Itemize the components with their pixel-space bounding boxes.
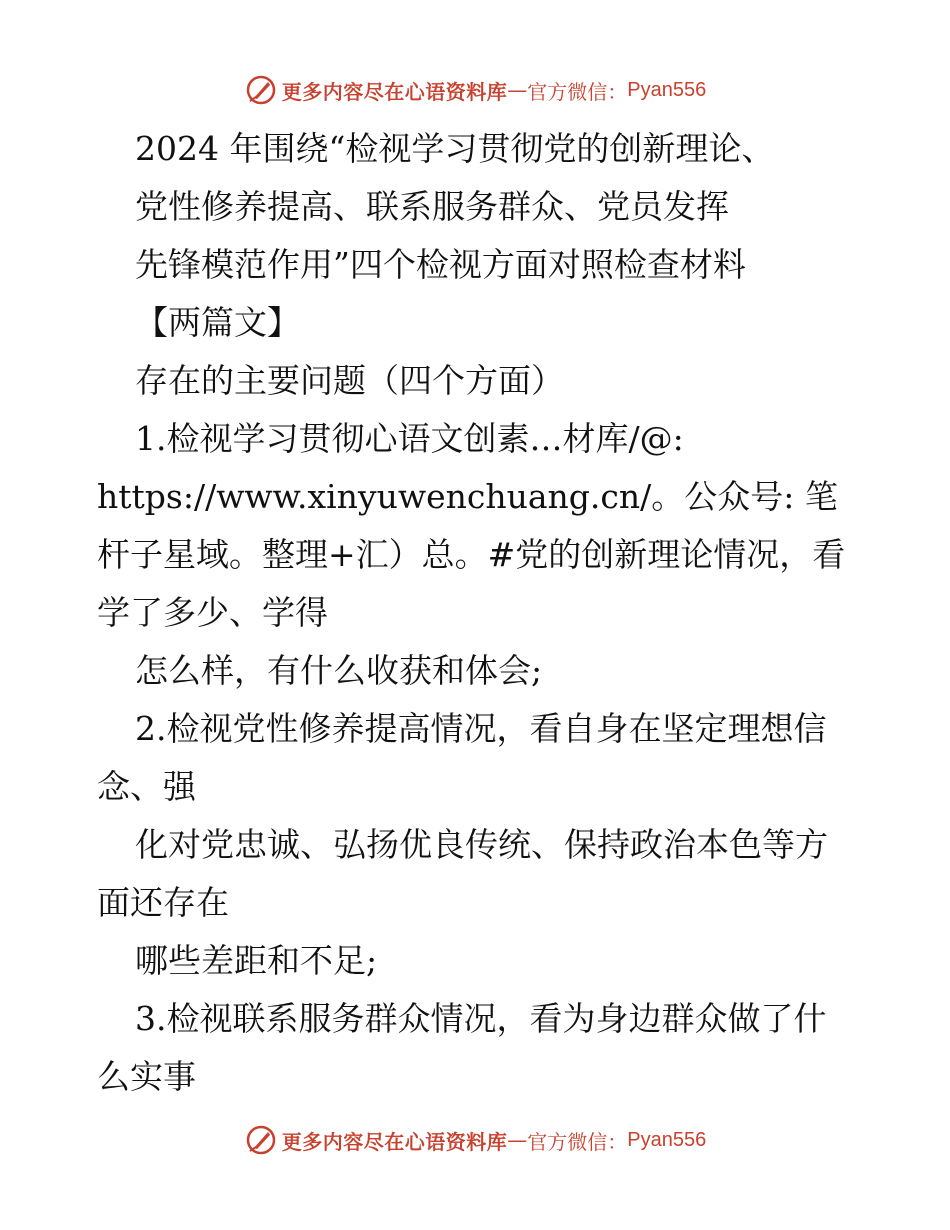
watermark-sub-text: 官方微信： — [527, 81, 628, 104]
footer-watermark — [0, 1120, 950, 1160]
paragraph-item-1-end: 怎么样，有什么收获和体会; — [135, 651, 543, 690]
watermark-main-text: 更多内容尽在心语资料库 — [281, 79, 508, 104]
title-line-1: 2024 年围绕“检视学习贯彻党的创新理论、 — [135, 129, 775, 168]
watermark-sub-text: 官方微信： — [527, 1131, 628, 1154]
title-line-3: 先锋模范作用”四个检视方面对照检查材料 — [135, 245, 746, 284]
watermark-id: Pyan556 — [627, 78, 707, 101]
watermark-main-text: 更多内容尽在心语资料库 — [281, 1129, 508, 1154]
title-line-2: 党性修养提高、联系服务群众、党员发挥 — [135, 187, 729, 226]
paragraph-item-2-end: 哪些差距和不足; — [135, 941, 378, 980]
watermark-id: Pyan556 — [627, 1128, 707, 1151]
paragraph-item-3-start: 3.检视联系服务群众情况，看为身边群众做了什么实事 — [97, 999, 827, 1096]
document-body — [97, 120, 852, 1106]
paragraph-item-1-body: https://www.xinyuwenchuang.cn/。公众号: 笔杆子星域。整理+汇）总。#党的创新理论情况，看学了多少、学得 — [97, 477, 846, 632]
watermark-separator: — — [507, 1128, 528, 1152]
watermark-separator: — — [507, 78, 528, 102]
feather-logo-icon — [244, 1123, 278, 1157]
header-watermark — [0, 70, 950, 110]
paragraph-item-2-start: 2.检视党性修养提高情况，看自身在坚定理想信念、强 — [97, 709, 827, 806]
paragraph-item-1-start: 1.检视学习贯彻心语文创素…材库/@: — [135, 419, 684, 458]
section-heading: 存在的主要问题（四个方面） — [135, 361, 564, 400]
article-count-tag: 【两篇文】 — [135, 303, 300, 342]
feather-logo-icon — [244, 73, 278, 107]
paragraph-item-2-body: 化对党忠诚、弘扬优良传统、保持政治本色等方面还存在 — [97, 825, 828, 922]
